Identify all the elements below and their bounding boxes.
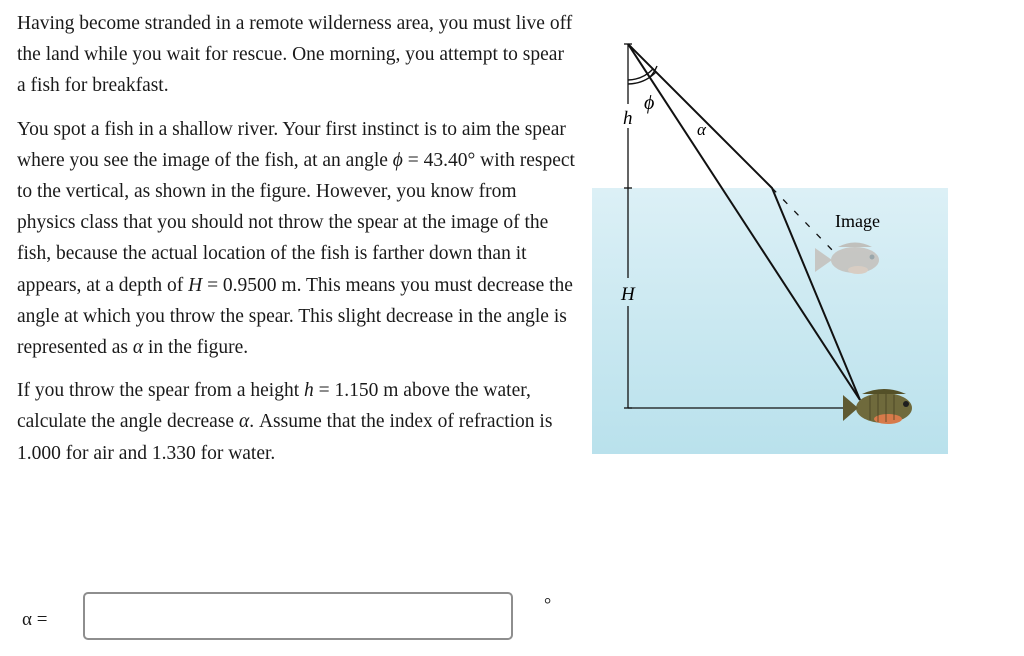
height-symbol: h: [304, 380, 314, 402]
answer-label: α =: [22, 609, 48, 630]
height-label: h: [623, 108, 633, 129]
alpha-symbol: α: [132, 337, 144, 359]
depth-label: H: [621, 284, 635, 305]
alpha-symbol-2: α: [238, 411, 250, 433]
alpha-label: α: [697, 120, 706, 139]
image-label: Image: [835, 211, 880, 231]
question-text-a: If you throw the spear from a height: [17, 380, 304, 402]
height-value-text: = 1.150 m above the water, calculate the angle decrease: [17, 380, 531, 433]
question-text-end: . Assume that the index of refraction is 1.000 for air and 1.330 for water.: [17, 411, 553, 464]
phi-value-text: = 43.40° with respect to the vertical, as shown in the figure. However, you know from physics class that you should not throw the spear at the image of the fish, because the actual location of the fish is farther down than it appears, at a depth of: [17, 149, 575, 296]
intro-text: Having become stranded in a remote wilderness area, you must live off the land while you wait for rescue. One morning, you attempt to spear a fish for breakfast.: [17, 13, 573, 97]
depth-symbol: H: [188, 274, 203, 296]
phi-symbol: ϕ: [392, 149, 403, 171]
depth-value-text: = 0.9500 m. This means you must decrease the angle at which you throw the spear. This slight decrease in the angle is represented as: [17, 274, 573, 359]
answer-unit: °: [544, 594, 552, 614]
setup-text-a: You spot a fish in a shallow river. Your first instinct is to aim the spear where you see the image of the fish, at an angle: [17, 118, 566, 171]
phi-label: ϕ: [644, 92, 655, 114]
setup-text-end: in the figure.: [143, 337, 249, 359]
